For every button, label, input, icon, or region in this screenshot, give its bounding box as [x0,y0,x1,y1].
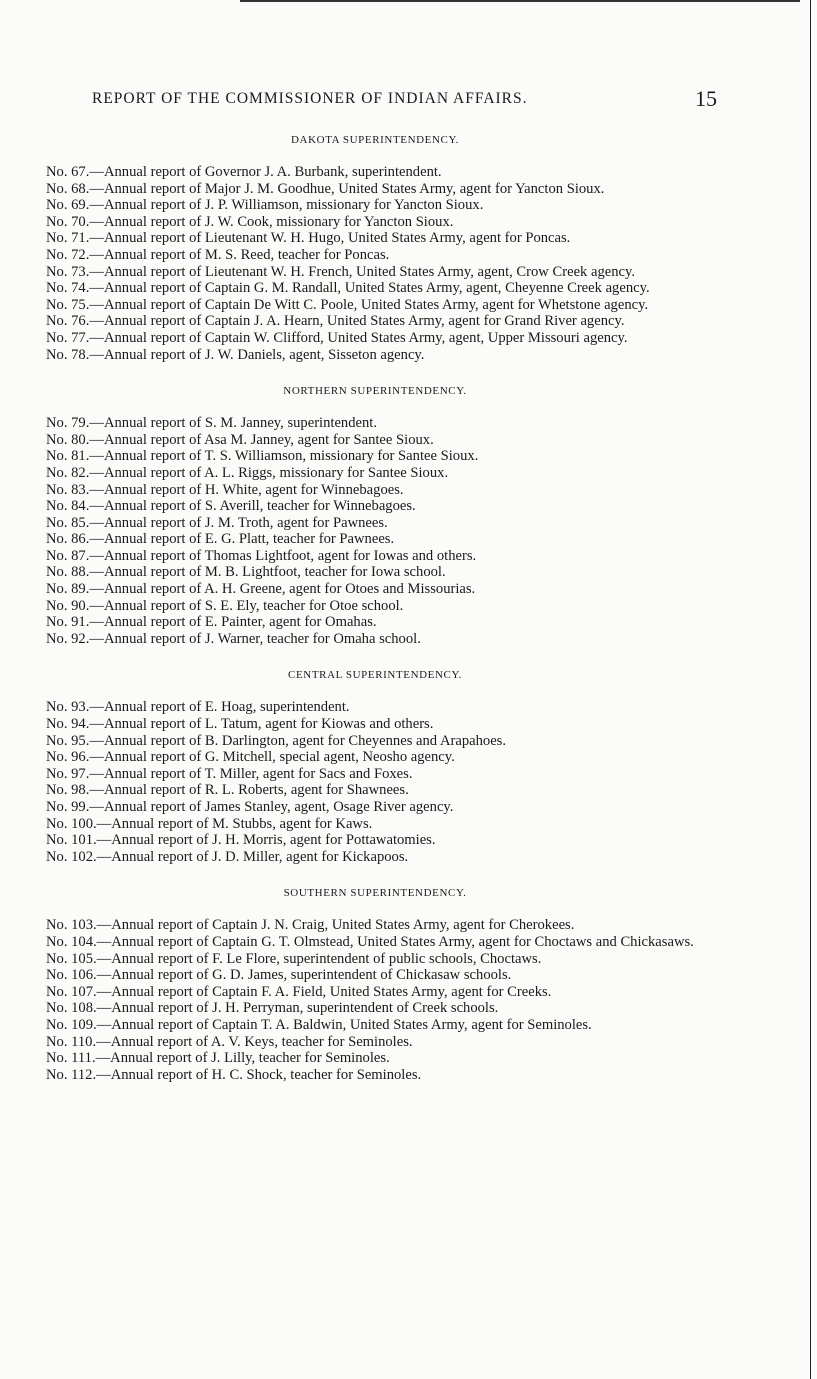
report-entry: No. 76.—Annual report of Captain J. A. Hearn, United States Army, agent for Grand River agency. [46,313,625,330]
report-entry: No. 94.—Annual report of L. Tatum, agent for Kiowas and others. [46,716,434,733]
report-entry: No. 98.—Annual report of R. L. Roberts, agent for Shawnees. [46,782,409,799]
report-entry: No. 109.—Annual report of Captain T. A. Baldwin, United States Army, agent for Seminoles. [46,1016,592,1033]
report-entry: No. 79.—Annual report of S. M. Janney, superintendent. [46,415,378,432]
section-title: NORTHERN SUPERINTENDENCY. [283,385,467,398]
report-entry: No. 112.—Annual report of H. C. Shock, teacher for Seminoles. [46,1066,422,1083]
report-entry: No. 70.—Annual report of J. W. Cook, missionary for Yancton Sioux. [46,213,454,230]
section-title: CENTRAL SUPERINTENDENCY. [288,669,462,682]
report-entry: No. 100.—Annual report of M. Stubbs, agent for Kaws. [46,815,373,832]
report-entry: No. 97.—Annual report of T. Miller, agent for Sacs and Foxes. [46,765,413,782]
report-list [30,134,720,1105]
report-entry: No. 105.—Annual report of F. Le Flore, superintendent of public schools, Choctaws. [46,950,542,967]
section-title: DAKOTA SUPERINTENDENCY. [291,134,459,146]
report-entry: No. 83.—Annual report of H. White, agent for Winnebagoes. [46,481,404,498]
report-entry: No. 104.—Annual report of Captain G. T. Olmstead, United States Army, agent for Choctaws and Chickasaws. [46,933,694,950]
report-entry: No. 88.—Annual report of M. B. Lightfoot, teacher for Iowa school. [46,564,446,581]
report-entry: No. 102.—Annual report of J. D. Miller, agent for Kickapoos. [46,848,409,865]
report-entry: No. 96.—Annual report of G. Mitchell, special agent, Neosho agency. [46,749,455,766]
report-entry: No. 95.—Annual report of B. Darlington, agent for Cheyennes and Arapahoes. [46,732,506,749]
report-entry: No. 85.—Annual report of J. M. Troth, agent for Pawnees. [46,514,388,531]
report-entry: No. 68.—Annual report of Major J. M. Goodhue, United States Army, agent for Yancton Sioux. [46,180,605,197]
report-entry: No. 78.—Annual report of J. W. Daniels, agent, Sisseton agency. [46,346,425,363]
section-northern [30,385,720,647]
report-entry: No. 82.—Annual report of A. L. Riggs, missionary for Santee Sioux. [46,464,449,481]
report-entry: No. 93.—Annual report of E. Hoag, superintendent. [46,699,350,716]
report-entry: No. 84.—Annual report of S. Averill, teacher for Winnebagoes. [46,498,416,515]
section-dakota [30,134,720,363]
report-entry: No. 73.—Annual report of Lieutenant W. H. French, United States Army, agent, Crow Creek agency. [46,263,636,280]
running-head: REPORT OF THE COMMISSIONER OF INDIAN AFFAIRS. [92,90,528,107]
report-entry: No. 74.—Annual report of Captain G. M. Randall, United States Army, agent, Cheyenne Creek agency. [46,280,650,297]
report-entry: No. 92.—Annual report of J. Warner, teacher for Omaha school. [46,630,421,647]
report-entry: No. 110.—Annual report of A. V. Keys, teacher for Seminoles. [46,1033,413,1050]
page-number: 15 [695,86,717,111]
report-entry: No. 107.—Annual report of Captain F. A. Field, United States Army, agent for Creeks. [46,983,552,1000]
report-entry: No. 89.—Annual report of A. H. Greene, agent for Otoes and Missourias. [46,581,476,598]
report-entry: No. 86.—Annual report of E. G. Platt, teacher for Pawnees. [46,531,395,548]
report-entry: No. 103.—Annual report of Captain J. N. Craig, United States Army, agent for Cherokees. [46,917,575,934]
report-entry: No. 108.—Annual report of J. H. Perryman, superintendent of Creek schools. [46,1000,499,1017]
report-entry: No. 101.—Annual report of J. H. Morris, agent for Pottawatomies. [46,832,436,849]
page-header [92,86,717,114]
page-top-edge [240,0,800,2]
report-entry: No. 99.—Annual report of James Stanley, agent, Osage River agency. [46,799,454,815]
report-entry: No. 91.—Annual report of E. Painter, agent for Omahas. [46,614,377,631]
report-entry: No. 71.—Annual report of Lieutenant W. H. Hugo, United States Army, agent for Poncas. [46,230,571,247]
section-central [30,669,720,865]
report-entry: No. 81.—Annual report of T. S. Williamson, missionary for Santee Sioux. [46,448,479,465]
page-right-edge [810,0,811,1379]
section-title: SOUTHERN SUPERINTENDENCY. [283,887,467,900]
report-entry: No. 80.—Annual report of Asa M. Janney, agent for Santee Sioux. [46,431,434,448]
report-entry: No. 111.—Annual report of J. Lilly, teacher for Seminoles. [46,1050,390,1067]
report-entry: No. 90.—Annual report of S. E. Ely, teacher for Otoe school. [46,597,404,614]
report-entry: No. 75.—Annual report of Captain De Witt C. Poole, United States Army, agent for Whetstone agency. [46,296,649,313]
report-entry: No. 67.—Annual report of Governor J. A. Burbank, superintendent. [46,164,442,180]
report-entry: No. 72.—Annual report of M. S. Reed, teacher for Poncas. [46,246,390,263]
report-entry: No. 77.—Annual report of Captain W. Clifford, United States Army, agent, Upper Missouri agency. [46,329,628,346]
report-entry: No. 87.—Annual report of Thomas Lightfoot, agent for Iowas and others. [46,547,477,564]
report-entry: No. 69.—Annual report of J. P. Williamson, missionary for Yancton Sioux. [46,197,484,214]
report-entry: No. 106.—Annual report of G. D. James, superintendent of Chickasaw schools. [46,967,512,984]
section-southern [30,887,720,1083]
